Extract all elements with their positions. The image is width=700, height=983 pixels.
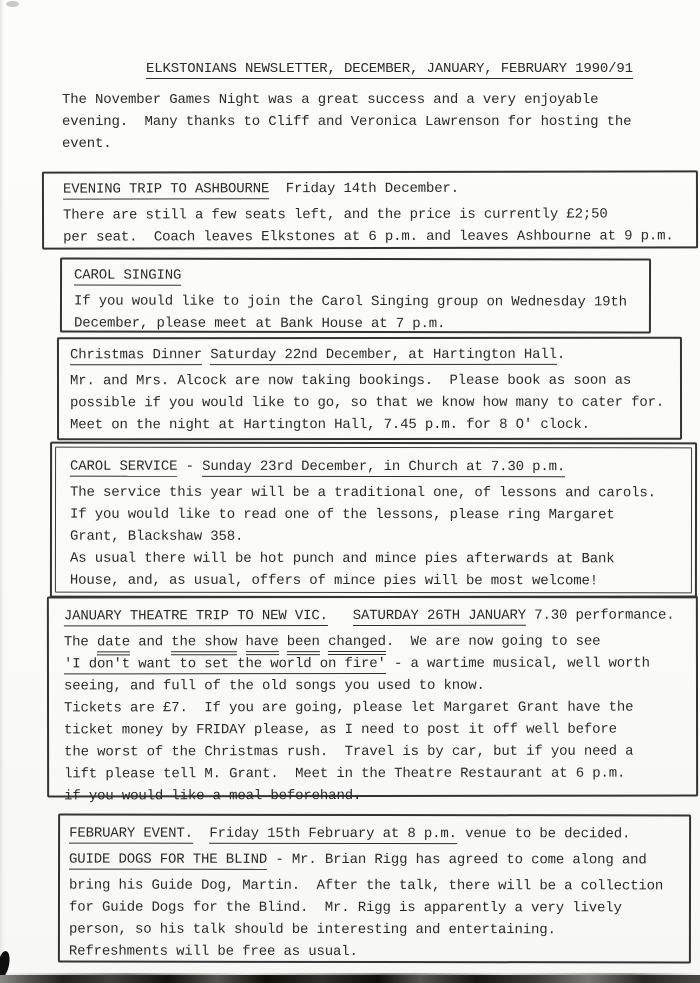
page-title — [146, 58, 633, 80]
text-line: bring his Guide Dog, Martin. After the talk, there will be a collection — [68, 877, 664, 895]
text-line: December, please meet at Bank House at 7 p.m. — [73, 315, 446, 333]
text-line: If you would like to read one of the lessons, please ring Margaret — [69, 506, 615, 524]
text-line: The November Games Night was a great success and a very enjoyable — [62, 92, 599, 108]
text-line: lift please tell M. Grant. Meet in the Theatre Restaurant at 6 p.m. — [64, 765, 626, 783]
text-line: The date and the show have been changed. We are now going to see — [64, 631, 688, 654]
section-heading: Christmas Dinner Saturday 22nd December, at Hartington Hall. — [69, 346, 566, 364]
section-february-event — [58, 814, 691, 964]
page-title-text: ELKSTONIANS NEWSLETTER, DECEMBER, JANUARY, FEBRUARY 1990/91 — [146, 61, 633, 77]
text-line: Meet on the night at Hartington Hall, 7.45 p.m. for 8 O' clock. — [70, 416, 590, 434]
scan-artifact-band — [0, 975, 700, 983]
section-carol-service — [50, 442, 697, 599]
scan-edge-shade — [0, 0, 4, 983]
section-body — [60, 816, 689, 968]
section-heading: JANUARY THEATRE TRIP TO NEW VIC. SATURDAY 26TH JANUARY 7.30 performance. — [63, 607, 675, 625]
text-line: possible if you would like to go, so that we know how many to cater for. — [70, 394, 665, 412]
text-line: Refreshments will be free as usual. — [68, 943, 358, 960]
text-line: House, and, as usual, offers of mince pies will be most welcome! — [69, 572, 599, 590]
text-line: event. — [62, 136, 112, 152]
text-line: Tickets are £7. If you are going, please let Margaret Grant have the — [64, 699, 634, 717]
section-body — [62, 259, 649, 339]
section-christmas-dinner — [57, 337, 682, 441]
text-line: seeing, and full of the old songs you used to know. — [63, 677, 485, 695]
section-body — [49, 598, 696, 812]
text-line: There are still a few seats left, and the price is currently £2;50 — [62, 206, 608, 224]
text-line: for Guide Dogs for the Blind. Mr. Rigg is apparently a very lively — [68, 899, 622, 917]
text-line: Mr. and Mrs. Alcock are now taking bookings. Please book as soon as — [69, 372, 632, 390]
text-line: ticket money by FRIDAY please, as I need to post it off well before — [64, 721, 617, 739]
text-line: As usual there will be hot punch and mince pies afterwards at Bank — [69, 550, 615, 568]
text-line: per seat. Coach leaves Elkstones at 6 p.m. and leaves Ashbourne at 9 p.m. — [63, 228, 674, 246]
section-body — [59, 339, 680, 441]
text-line: The service this year will be a traditional one, of lessons and carols. — [70, 484, 656, 502]
section-body — [44, 172, 696, 252]
section-evening-trip-to-ashbourne — [42, 170, 698, 249]
text-line: evening. Many thanks to Cliff and Veronica Lawrenson for hosting the — [62, 114, 632, 130]
text-line: 'I don't want to set the world on fire' - a wartime musical, well worth — [63, 655, 650, 673]
text-line: the worst of the Christmas rush. Travel is by car, but if you need a — [64, 743, 634, 761]
text-line: person, so his talk should be interesting and entertaining. — [68, 921, 556, 939]
section-january-theatre-trip — [47, 596, 698, 805]
section-heading: CAROL SINGING — [74, 267, 182, 284]
section-heading: CAROL SERVICE - Sunday 23rd December, in Church at 7.30 p.m. — [70, 458, 566, 476]
section-heading: GUIDE DOGS FOR THE BLIND - Mr. Brian Rigg has agreed to come along and — [69, 851, 647, 869]
scan-artifact-speck — [6, 1, 19, 7]
text-line: If you would like to join the Carol Singing group on Wednesday 19th — [73, 293, 627, 311]
text-line: if you would like a meal beforehand. — [64, 788, 362, 805]
intro-paragraph — [62, 89, 631, 155]
text-line: Grant, Blackshaw 358. — [69, 528, 244, 545]
section-heading: FEBRUARY EVENT. Friday 15th February at 8 p.m. venue to be decided. — [69, 825, 631, 843]
section-heading: EVENING TRIP TO ASHBOURNE Friday 14th December. — [62, 180, 460, 198]
section-carol-singing — [60, 257, 651, 333]
section-body — [55, 447, 692, 594]
